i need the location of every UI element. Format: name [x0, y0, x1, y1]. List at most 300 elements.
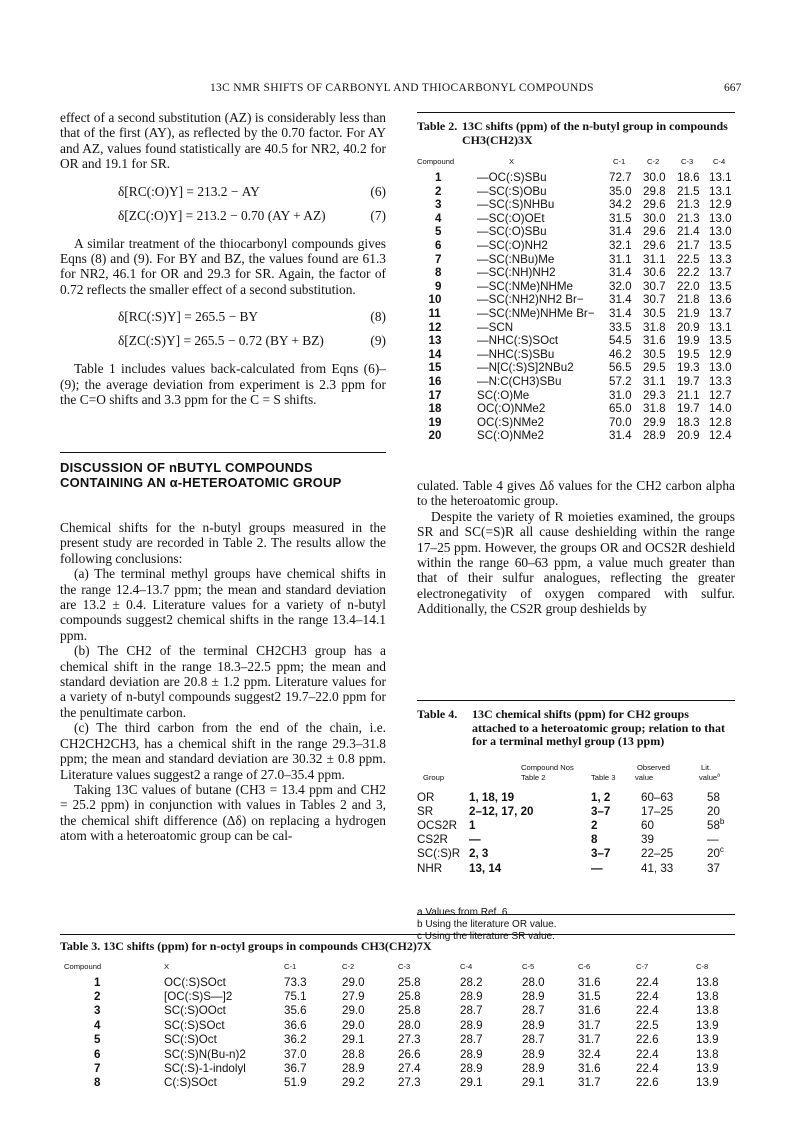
- table-row: [60, 1019, 735, 1033]
- shift-value: 21.9: [677, 307, 700, 320]
- table-header-row: [60, 960, 735, 974]
- substituent: —SCN: [477, 320, 514, 334]
- shift-value: 29.5: [643, 361, 666, 375]
- table-row: [60, 1076, 735, 1090]
- equation-number: (9): [370, 333, 386, 349]
- shift-value: 12.9: [709, 347, 732, 361]
- table-row: [417, 833, 735, 847]
- shift-value: 19.7: [677, 375, 700, 388]
- shift-value: 19.7: [677, 402, 700, 416]
- shift-value: 37.0: [284, 1047, 307, 1061]
- shift-value: 26.6: [398, 1047, 421, 1061]
- substituent: —SC(:NMe)NHMe Br−: [477, 307, 595, 320]
- compound-number: 17: [428, 388, 442, 402]
- shift-value: 28.7: [460, 1033, 483, 1047]
- equation-text: δ[ZC(:O)Y] = 213.2 − 0.70 (AY + AZ): [118, 207, 326, 223]
- left-column: [60, 110, 386, 407]
- shift-value: 22.6: [636, 1076, 659, 1090]
- shift-value: 31.0: [609, 388, 632, 402]
- compound-number: 11: [428, 307, 441, 320]
- table2-ref: 2–12, 17, 20: [469, 804, 534, 818]
- shift-value: 25.8: [398, 1004, 421, 1018]
- table-label: Table 4.: [417, 707, 458, 721]
- shift-value: 32.4: [578, 1047, 601, 1061]
- shift-value: 21.3: [677, 211, 700, 225]
- shift-value: 28.8: [342, 1047, 365, 1061]
- observed-value: 22–25: [641, 847, 674, 861]
- substituent: —NHC(:S)SOct: [477, 334, 559, 348]
- shift-value: 13.8: [696, 989, 719, 1003]
- substituent: SC(:S)SOct: [164, 1018, 225, 1032]
- substituent: C(:S)SOct: [164, 1076, 217, 1090]
- shift-value: 36.6: [284, 1018, 307, 1032]
- shift-value: 28.9: [643, 429, 666, 443]
- shift-value: 35.6: [284, 1004, 307, 1018]
- shift-value: 12.9: [709, 198, 732, 212]
- shift-value: 31.8: [643, 402, 666, 416]
- shift-value: 21.8: [677, 293, 700, 307]
- column-header: Group: [423, 772, 445, 782]
- shift-value: 13.7: [709, 307, 732, 320]
- table-row: [417, 239, 735, 253]
- shift-value: 27.3: [398, 1076, 421, 1090]
- compound-number: 1: [435, 171, 442, 184]
- shift-value: 28.7: [522, 1004, 545, 1018]
- substituent: —SC(:S)NHBu: [477, 198, 555, 212]
- shift-value: 12.4: [709, 429, 732, 443]
- shift-value: 31.4: [609, 225, 632, 239]
- compound-number: 3: [94, 1004, 101, 1018]
- shift-value: 31.4: [609, 266, 632, 280]
- footnote-marker: b: [719, 817, 725, 827]
- shift-value: 13.9: [696, 1061, 719, 1075]
- table-3: [60, 940, 735, 1100]
- table-2: [417, 120, 735, 455]
- shift-value: 30.5: [643, 347, 666, 361]
- shift-value: 21.1: [677, 388, 700, 402]
- paragraph: A similar treatment of the thiocarbonyl compounds gives Eqns (8) and (9). For BY and BZ, the values found are 61.3 for NR2, 46.1 for OR and 29.3 for SR. Again, the factor of 0.72 reflects the smaller effect of a second substitution.: [60, 235, 386, 297]
- shift-value: 29.0: [342, 1018, 365, 1032]
- group: CS2R: [417, 833, 448, 847]
- compound-number: 4: [94, 1018, 101, 1032]
- shift-value: 31.5: [578, 989, 601, 1003]
- table-rule: [417, 700, 735, 701]
- lit-value: 58: [707, 790, 720, 804]
- shift-value: 13.8: [696, 1004, 719, 1018]
- shift-value: 31.1: [643, 375, 666, 388]
- shift-value: 13.9: [696, 1033, 719, 1047]
- compound-number: 2: [435, 184, 442, 198]
- shift-value: 35.0: [609, 184, 632, 198]
- shift-value: 29.2: [342, 1076, 365, 1090]
- paragraph: (b) The CH2 of the terminal CH2CH3 group has a chemical shift in the range 18.3–22.5 ppm; the mean and standard deviation are 20.8 ± 1.2 ppm. Literature values for a variety of n-butyl compounds suggest2 19.7–22.0 ppm for the penultimate carbon.: [60, 643, 386, 720]
- column-header: C-1: [284, 961, 297, 971]
- observed-value: 17–25: [641, 804, 674, 818]
- table-row: [417, 416, 735, 430]
- shift-value: 28.9: [522, 989, 545, 1003]
- table3-ref: 1, 2: [591, 790, 611, 804]
- table3-ref: —: [591, 861, 603, 875]
- compound-number: 2: [94, 989, 101, 1003]
- table-body: [417, 763, 735, 903]
- shift-value: 19.9: [677, 334, 700, 348]
- compound-number: 13: [428, 334, 442, 348]
- equation-text: δ[RC(:O)Y] = 213.2 − AY: [118, 183, 260, 199]
- footnote: c Using the literature SR value.: [417, 930, 555, 942]
- equation-7: [60, 204, 386, 228]
- substituent: SC(:S)-1-indolyl: [164, 1061, 246, 1075]
- column-header: Table 2: [521, 772, 546, 782]
- table-row: [417, 805, 735, 819]
- group: OR: [417, 790, 435, 804]
- column-header: Table 3: [591, 772, 616, 782]
- compound-number: 20: [428, 429, 442, 443]
- shift-value: 28.9: [522, 1061, 545, 1075]
- shift-value: 28.7: [460, 1004, 483, 1018]
- table3-ref: 3–7: [591, 847, 611, 861]
- shift-value: 28.9: [460, 1018, 483, 1032]
- shift-value: 14.0: [709, 402, 732, 416]
- compound-number: 1: [94, 975, 101, 989]
- shift-value: 31.1: [609, 252, 632, 266]
- table-row: [417, 334, 735, 348]
- shift-value: 18.3: [677, 415, 700, 429]
- observed-value: 41, 33: [641, 861, 674, 875]
- substituent: OC(:S)NMe2: [477, 415, 544, 429]
- shift-value: 29.0: [342, 1004, 365, 1018]
- lit-value: 20: [707, 804, 720, 818]
- shift-value: 33.5: [609, 320, 632, 334]
- compound-number: 5: [435, 225, 442, 239]
- table-rule: [60, 934, 735, 935]
- shift-value: 31.7: [578, 1018, 601, 1032]
- shift-value: 12.8: [709, 415, 732, 429]
- shift-value: 29.1: [522, 1076, 545, 1090]
- table3-ref: 8: [591, 833, 598, 847]
- table-caption: [417, 708, 735, 749]
- shift-value: 28.9: [522, 1047, 545, 1061]
- table-row: [417, 198, 735, 212]
- substituent: SC(:S)N(Bu-n)2: [164, 1047, 246, 1061]
- shift-value: 28.9: [522, 1018, 545, 1032]
- column-header: C-1: [613, 157, 626, 166]
- footnote-marker: a: [717, 771, 721, 778]
- section-title: DISCUSSION OF nBUTYL COMPOUNDS CONTAINING AN α-HETEROATOMIC GROUP: [60, 460, 342, 490]
- substituent: SC(:O)Me: [477, 388, 530, 402]
- shift-value: 28.0: [398, 1018, 421, 1032]
- shift-value: 31.4: [609, 429, 632, 443]
- column-header: C-8: [696, 961, 709, 971]
- equation-text: δ[ZC(:S)Y] = 265.5 − 0.72 (BY + BZ): [118, 333, 324, 349]
- shift-value: 27.4: [398, 1061, 421, 1075]
- table-row: [417, 348, 735, 362]
- compound-number: 16: [428, 375, 442, 388]
- footnote-marker: c: [719, 845, 724, 855]
- substituent: —N[C(:S)S]2NBu2: [477, 361, 574, 375]
- substituent: —SC(:NBu)Me: [477, 252, 555, 266]
- table-caption-text: 13C chemical shifts (ppm) for CH2 groups attached to a heteroatomic group; relation to that for a terminal methyl group (13 ppm): [472, 707, 725, 748]
- column-header: Observed: [637, 762, 670, 772]
- shift-value: 13.1: [709, 320, 732, 334]
- compound-number: 8: [94, 1076, 101, 1090]
- compound-number: 6: [94, 1047, 101, 1061]
- shift-value: 13.8: [696, 975, 719, 989]
- compound-number: 19: [428, 415, 442, 429]
- shift-value: 29.0: [342, 975, 365, 989]
- shift-value: 13.8: [696, 1047, 719, 1061]
- shift-value: 21.3: [677, 198, 700, 212]
- table-rule: [417, 112, 735, 113]
- shift-value: 75.1: [284, 989, 307, 1003]
- table-row: [60, 1004, 735, 1018]
- shift-value: 57.2: [609, 375, 632, 388]
- table2-ref: 2, 3: [469, 847, 489, 861]
- shift-value: 21.5: [677, 184, 700, 198]
- table-caption-text: 13C shifts (ppm) for n-octyl groups in compounds CH3(CH2)7X: [103, 939, 432, 953]
- table-row: [60, 1048, 735, 1062]
- table-rule: [417, 914, 735, 915]
- shift-value: 31.4: [609, 307, 632, 320]
- section-rule: [60, 452, 386, 453]
- column-header: value: [635, 772, 654, 782]
- shift-value: 28.9: [342, 1061, 365, 1075]
- column-header: C-2: [647, 157, 660, 166]
- observed-value: 39: [641, 833, 654, 847]
- equation-number: (6): [370, 183, 386, 199]
- substituent: OC(:S)SOct: [164, 975, 226, 989]
- shift-value: 13.9: [696, 1076, 719, 1090]
- shift-value: 65.0: [609, 402, 632, 416]
- table2-ref: —: [469, 833, 481, 847]
- shift-value: 31.6: [578, 1004, 601, 1018]
- compound-number: 14: [428, 347, 442, 361]
- equation-6: [60, 180, 386, 204]
- right-column: [417, 478, 735, 617]
- shift-value: 25.8: [398, 989, 421, 1003]
- shift-value: 31.7: [578, 1033, 601, 1047]
- shift-value: 56.5: [609, 361, 632, 375]
- table-row: [417, 862, 735, 876]
- table-row: [417, 253, 735, 267]
- table3-ref: 2: [591, 818, 598, 832]
- shift-value: 31.4: [609, 293, 632, 307]
- substituent: —SC(:O)OEt: [477, 211, 545, 225]
- equation-text: δ[RC(:S)Y] = 265.5 − BY: [118, 309, 259, 325]
- shift-value: 21.4: [677, 225, 700, 239]
- table-header-row: [417, 155, 735, 169]
- column-header: C-3: [398, 961, 411, 971]
- substituent: SC(:O)NMe2: [477, 429, 544, 443]
- column-header: C-6: [578, 961, 591, 971]
- page-number: 667: [724, 82, 742, 94]
- shift-value: 12.7: [709, 388, 732, 402]
- table-row: [417, 361, 735, 375]
- shift-value: 13.0: [709, 211, 732, 225]
- shift-value: 36.2: [284, 1033, 307, 1047]
- equation-number: (8): [370, 309, 386, 325]
- table-row: [417, 321, 735, 335]
- column-header: C-7: [636, 961, 649, 971]
- shift-value: 22.0: [677, 279, 700, 293]
- table-row: [417, 402, 735, 416]
- shift-value: 28.9: [460, 989, 483, 1003]
- shift-value: 20.9: [677, 429, 700, 443]
- shift-value: 22.4: [636, 1047, 659, 1061]
- shift-value: 31.1: [643, 252, 666, 266]
- shift-value: 29.3: [643, 388, 666, 402]
- footnote: b Using the literature OR value.: [417, 918, 557, 930]
- shift-value: 13.1: [709, 171, 732, 184]
- shift-value: 31.7: [578, 1076, 601, 1090]
- compound-number: 3: [435, 198, 442, 212]
- shift-value: 28.7: [522, 1033, 545, 1047]
- substituent: OC(:O)NMe2: [477, 402, 546, 416]
- substituent: [OC(:S)S—]2: [164, 989, 233, 1003]
- compound-number: 10: [428, 293, 442, 307]
- shift-value: 13.5: [709, 239, 732, 252]
- paragraph: Despite the variety of R moieties examined, the groups SR and SC(=S)R all cause deshielding within the range 17–25 ppm. However, the groups OR and OCS2R deshield within the range 60–63 ppm, a value much greater than that of their sulfur analogues, reflecting the greater electronegativity of oxygen compared with sulfur. Additionally, the CS2R group deshields by: [417, 508, 735, 617]
- running-title: 13C NMR SHIFTS OF CARBONYL AND THIOCARBONYL COMPOUNDS: [210, 82, 594, 94]
- shift-value: 31.6: [578, 1061, 601, 1075]
- shift-value: 31.5: [609, 211, 632, 225]
- shift-value: 22.2: [677, 266, 700, 280]
- compound-number: 9: [435, 279, 442, 293]
- group: OCS2R: [417, 818, 457, 832]
- column-header: C-4: [460, 961, 473, 971]
- observed-value: 60–63: [641, 790, 674, 804]
- equation-8: [60, 305, 386, 329]
- shift-value: 22.4: [636, 1061, 659, 1075]
- shift-value: 36.7: [284, 1061, 307, 1075]
- paragraph: Table 1 includes values back-calculated from Eqns (6)–(9); the average deviation from experiment is 2.3 ppm for the C=O shifts and 3.3 ppm for the C = S shifts.: [60, 361, 386, 408]
- substituent: SC(:S)OOct: [164, 1004, 226, 1018]
- shift-value: 20.9: [677, 320, 700, 334]
- compound-number: 7: [94, 1061, 101, 1075]
- shift-value: 29.1: [342, 1033, 365, 1047]
- table3-ref: 3–7: [591, 804, 611, 818]
- table2-ref: 1: [469, 818, 476, 832]
- shift-value: 28.9: [460, 1061, 483, 1075]
- table-caption-text: 13C shifts (ppm) of the n-butyl group in compounds CH3(CH2)3X: [462, 119, 728, 147]
- table-body: [60, 960, 735, 1100]
- column-header: C-3: [681, 157, 694, 166]
- shift-value: 22.4: [636, 975, 659, 989]
- shift-value: 51.9: [284, 1076, 307, 1090]
- table-row: [417, 185, 735, 199]
- section-block: [60, 460, 386, 844]
- shift-value: 29.1: [460, 1076, 483, 1090]
- shift-value: 30.7: [643, 279, 666, 293]
- table2-ref: 1, 18, 19: [469, 790, 515, 804]
- shift-value: 13.0: [709, 361, 732, 375]
- column-header: value$^a$: [699, 771, 721, 782]
- substituent: —SC(:NMe)NHMe: [477, 279, 573, 293]
- shift-value: 22.4: [636, 1004, 659, 1018]
- observed-value: 60: [641, 818, 654, 832]
- column-header: X: [509, 157, 515, 166]
- shift-value: 27.9: [342, 989, 365, 1003]
- shift-value: 29.9: [643, 415, 666, 429]
- shift-value: 70.0: [609, 415, 632, 429]
- table-row: [417, 791, 735, 805]
- shift-value: 19.5: [677, 347, 700, 361]
- substituent: —SC(:O)NH2: [477, 239, 548, 252]
- paragraph: (c) The third carbon from the end of the chain, i.e. CH2CH2CH3, has a chemical shift in the range 29.3–31.8 ppm; the mean and standard deviation are 30.32 ± 0.8 ppm. Literature values suggest2 a range of 27.0–35.4 ppm.: [60, 720, 386, 782]
- shift-value: 73.3: [284, 975, 307, 989]
- compound-number: 15: [428, 361, 442, 375]
- table-row: [60, 1033, 735, 1047]
- substituent: —SC(:O)SBu: [477, 225, 547, 239]
- table-row: [417, 171, 735, 185]
- lit-value: 37: [707, 861, 720, 875]
- column-header: C-2: [342, 961, 355, 971]
- shift-value: 31.6: [643, 334, 666, 348]
- shift-value: 30.7: [643, 293, 666, 307]
- column-header: C-4: [713, 157, 726, 166]
- column-header: Compound: [64, 961, 102, 971]
- shift-value: 54.5: [609, 334, 632, 348]
- table-body: [417, 155, 735, 455]
- shift-value: 13.0: [709, 225, 732, 239]
- group: NHR: [417, 861, 443, 875]
- table-row: [417, 819, 735, 833]
- substituent: —NHC(:S)SBu: [477, 347, 555, 361]
- substituent: —OC(:S)SBu: [477, 171, 547, 184]
- table-row: [417, 429, 735, 443]
- table-row: [417, 212, 735, 226]
- shift-value: 22.4: [636, 989, 659, 1003]
- shift-value: 31.8: [643, 320, 666, 334]
- compound-number: 12: [428, 320, 442, 334]
- shift-value: 31.6: [578, 975, 601, 989]
- table-row: [417, 225, 735, 239]
- paragraph: (a) The terminal methyl groups have chemical shifts in the range 12.4–13.7 ppm; the mean and standard deviation are 13.2 ± 0.4. Literature values for a variety of n-butyl compounds suggest2 chemical shifts in the range 13.4–14.1 ppm.: [60, 566, 386, 643]
- lit-value: 58$^b$: [707, 817, 725, 832]
- paragraph: culated. Table 4 gives Δδ values for the CH2 carbon alpha to the heteroatomic group.: [417, 478, 735, 509]
- column-header: Compound: [417, 157, 455, 166]
- footnote: a Values from Ref. 6.: [417, 906, 511, 918]
- table-row: [417, 307, 735, 321]
- substituent: —SC(:NH)NH2: [477, 266, 556, 280]
- lit-value: 20$^c$: [707, 845, 724, 861]
- shift-value: 28.0: [522, 975, 545, 989]
- table-row: [417, 293, 735, 307]
- shift-value: 13.6: [709, 293, 732, 307]
- shift-value: 13.5: [709, 279, 732, 293]
- shift-value: 13.7: [709, 266, 732, 280]
- shift-value: 46.2: [609, 347, 632, 361]
- shift-value: 27.3: [398, 1033, 421, 1047]
- shift-value: 30.0: [643, 171, 666, 184]
- substituent: —N:C(CH3)SBu: [477, 375, 562, 388]
- table-row: [60, 976, 735, 990]
- table-row: [60, 990, 735, 1004]
- paragraph: Chemical shifts for the n-butyl groups measured in the present study are recorded in Table 2. The results allow the following conclusions:: [60, 520, 386, 566]
- table-row: [60, 1062, 735, 1076]
- table-label: Table 3.: [60, 939, 101, 953]
- table-row: [417, 375, 735, 389]
- equation-number: (7): [370, 207, 386, 223]
- shift-value: 34.2: [609, 198, 632, 212]
- paragraph: Taking 13C values of butane (CH3 = 13.4 ppm and CH2 = 25.2 ppm) in conjunction with values in Tables 2 and 3, the chemical shift difference (Δδ) on replacing a hydrogen atom with a heteroatomic group can be cal-: [60, 781, 386, 844]
- column-group-header: Compound Nos: [521, 762, 574, 772]
- shift-value: 13.5: [709, 334, 732, 348]
- shift-value: 32.1: [609, 239, 632, 252]
- group: SR: [417, 804, 434, 818]
- shift-value: 21.7: [677, 239, 700, 252]
- shift-value: 22.5: [677, 252, 700, 266]
- shift-value: 13.3: [709, 252, 732, 266]
